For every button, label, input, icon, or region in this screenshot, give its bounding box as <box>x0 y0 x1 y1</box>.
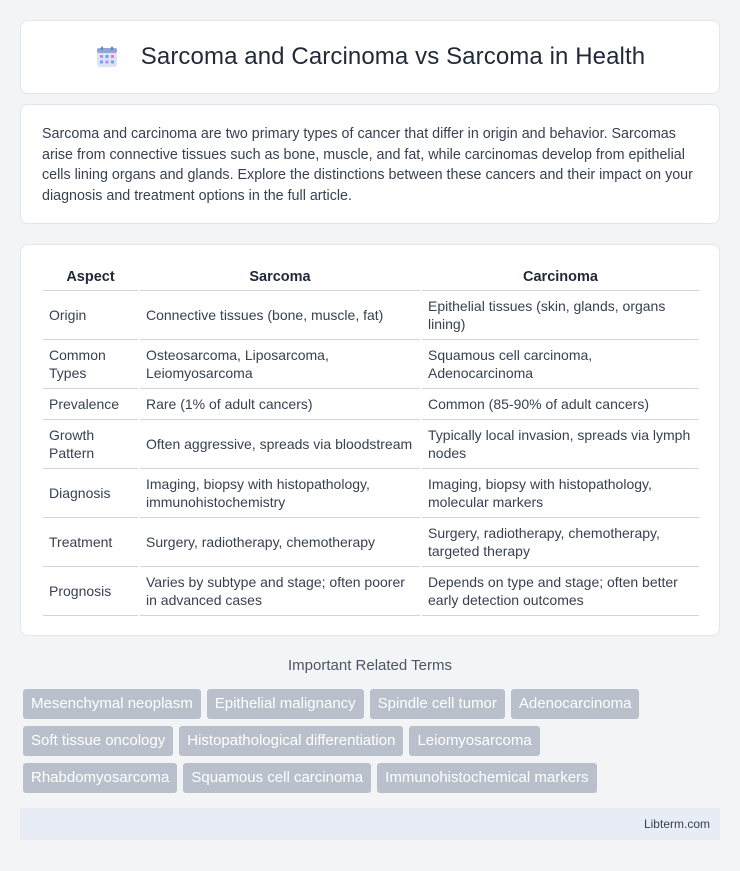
tag-leiomyosarcoma[interactable]: Leiomyosarcoma <box>409 726 539 756</box>
cell-aspect: Growth Pattern <box>43 420 138 469</box>
tag-rhabdomyosarcoma[interactable]: Rhabdomyosarcoma <box>23 763 177 793</box>
table-row <box>43 291 699 340</box>
comparison-table <box>41 264 701 616</box>
cell-aspect: Diagnosis <box>43 469 138 518</box>
table-row <box>43 340 699 389</box>
header-card <box>20 20 720 94</box>
cell-sarcoma: Often aggressive, spreads via bloodstream <box>140 420 420 469</box>
tag-spindle-cell-tumor[interactable]: Spindle cell tumor <box>370 689 505 719</box>
cell-sarcoma: Varies by subtype and stage; often poorer in advanced cases <box>140 567 420 616</box>
related-terms-tags <box>23 689 723 800</box>
header-sarcoma: Sarcoma <box>140 264 420 291</box>
table-row <box>43 389 699 420</box>
related-terms-title: Important Related Terms <box>288 657 452 674</box>
comparison-table-card <box>20 244 720 636</box>
cell-carcinoma: Depends on type and stage; often better early detection outcomes <box>422 567 699 616</box>
cell-carcinoma: Squamous cell carcinoma, Adenocarcinoma <box>422 340 699 389</box>
cell-carcinoma: Epithelial tissues (skin, glands, organs lining) <box>422 291 699 340</box>
cell-aspect: Prevalence <box>43 389 138 420</box>
table-row <box>43 469 699 518</box>
cell-aspect: Treatment <box>43 518 138 567</box>
page-title: Sarcoma and Carcinoma vs Sarcoma in Health <box>140 43 646 70</box>
cell-aspect: Common Types <box>43 340 138 389</box>
cell-aspect: Origin <box>43 291 138 340</box>
cell-sarcoma: Osteosarcoma, Liposarcoma, Leiomyosarcoma <box>140 340 420 389</box>
tag-immunohistochemical-markers[interactable]: Immunohistochemical markers <box>377 763 596 793</box>
tag-adenocarcinoma[interactable]: Adenocarcinoma <box>511 689 640 719</box>
calendar-grid-icon <box>95 45 119 69</box>
header-aspect: Aspect <box>43 264 138 291</box>
cell-aspect: Prognosis <box>43 567 138 616</box>
tag-row <box>23 763 723 793</box>
header-carcinoma: Carcinoma <box>422 264 699 291</box>
cell-carcinoma: Surgery, radiotherapy, chemotherapy, targeted therapy <box>422 518 699 567</box>
tag-soft-tissue-oncology[interactable]: Soft tissue oncology <box>23 726 173 756</box>
tag-squamous-cell-carcinoma[interactable]: Squamous cell carcinoma <box>183 763 371 793</box>
cell-carcinoma: Typically local invasion, spreads via lymph nodes <box>422 420 699 469</box>
cell-carcinoma: Imaging, biopsy with histopathology, molecular markers <box>422 469 699 518</box>
tag-row <box>23 689 723 719</box>
table-row <box>43 567 699 616</box>
tag-epithelial-malignancy[interactable]: Epithelial malignancy <box>207 689 364 719</box>
table-row <box>43 518 699 567</box>
intro-paragraph: Sarcoma and carcinoma are two primary types of cancer that differ in origin and behavior. Sarcomas arise from connective tissues such as bone, muscle, and fat, while carcinomas develop from epithelial cells lining organs and glands. Explore the distinctions between these cancers and their impact on your diagnosis and treatment options in the full article. <box>42 126 693 204</box>
cell-sarcoma: Surgery, radiotherapy, chemotherapy <box>140 518 420 567</box>
cell-sarcoma: Connective tissues (bone, muscle, fat) <box>140 291 420 340</box>
tag-row <box>23 726 723 756</box>
tag-histopathological-differentiation[interactable]: Histopathological differentiation <box>179 726 403 756</box>
cell-carcinoma: Common (85-90% of adult cancers) <box>422 389 699 420</box>
tag-mesenchymal-neoplasm[interactable]: Mesenchymal neoplasm <box>23 689 201 719</box>
intro-card <box>20 104 720 224</box>
table-row <box>43 420 699 469</box>
footer <box>20 808 720 840</box>
table-header-row <box>43 264 699 291</box>
footer-site-link[interactable]: Libterm.com <box>643 817 710 831</box>
cell-sarcoma: Rare (1% of adult cancers) <box>140 389 420 420</box>
header-inner <box>95 43 645 71</box>
cell-sarcoma: Imaging, biopsy with histopathology, immunohistochemistry <box>140 469 420 518</box>
